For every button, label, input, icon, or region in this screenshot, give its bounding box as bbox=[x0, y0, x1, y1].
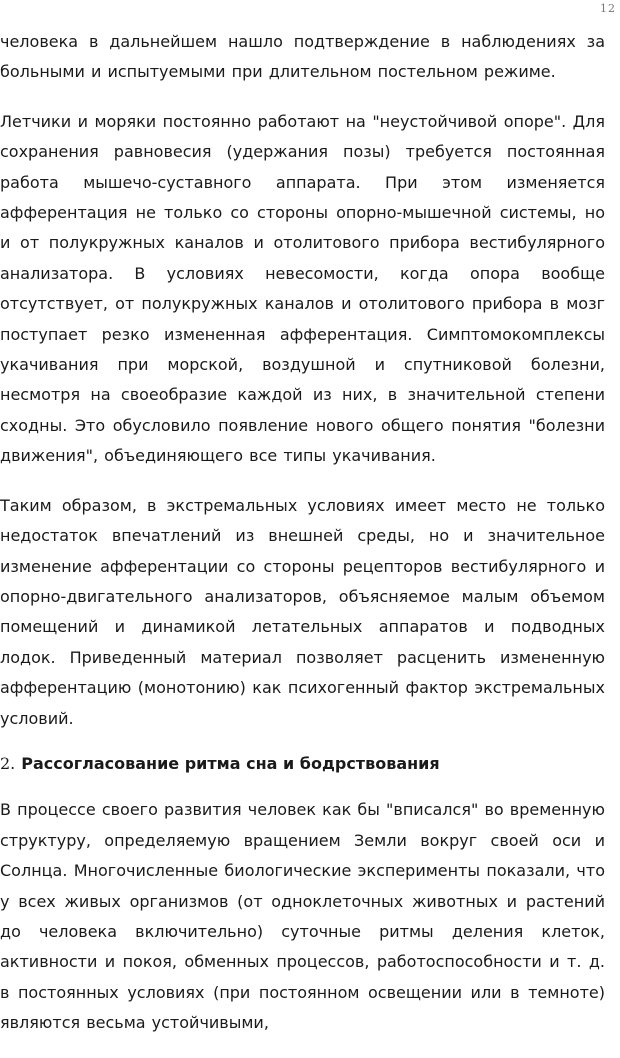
paragraph-3: Таким образом, в экстремальных условиях имеет место не только недостаток впечатлений из внешней среды, но и значительное изменение афферентации со стороны рецепторов вестибулярного и опорно-двигательного анализаторов, объясняемое малым объемом помещений и динамикой летательных аппаратов и подводных лодок. Приведенный материал позволяет расценить измененную афферентацию (монотонию) как психогенный фактор экстремальных условий. bbox=[0, 495, 605, 728]
paragraph-1: человека в дальнейшем нашло подтверждение в наблюдениях за больными и испытуемыми при длительном постельном режиме. bbox=[0, 32, 605, 82]
paragraph-2: Летчики и моряки постоянно работают на "неустойчивой опоре". Для сохранения равновесия (удержания позы) требуется постоянная работа мышечо-суставного аппарата. При этом изменяется афферентация не только со стороны опорно-мышечной системы, но и от полукружных каналов и отолитового прибора вестибулярного анализатора. В условиях невесомости, когда опора вообще отсутствует, от полукружных каналов и отолитового прибора в мозг поступает резко измененная афферентация. Симптомокомплексы укачивания при морской, воздушной и спутниковой болезни, несмотря на своеобразие каждой из них, в значительной степени сходны. Это обусловило появление нового общего понятия "болезни движения", объединяющего все типы укачивания. bbox=[0, 111, 605, 466]
section-heading bbox=[0, 749, 605, 779]
document-body bbox=[0, 27, 605, 1058]
paragraph-4: В процессе своего развития человек как бы "вписался" во временную структуру, определяемую вращением Земли вокруг своей оси и Солнца. Многочисленные биологические эксперименты показали, что у всех живых организмов (от одноклеточных животных и растений до человека включительно) суточные ритмы деления клеток, активности и покоя, обменных процессов, работоспособности и т. д. в постоянных условиях (при постоянном освещении или в темноте) являются весьма устойчивыми, bbox=[0, 800, 605, 1033]
section-title: Рассогласование ритма сна и бодрствования bbox=[21, 753, 440, 773]
page-number: 12 bbox=[600, 2, 616, 15]
section-number: 2. bbox=[0, 753, 16, 773]
